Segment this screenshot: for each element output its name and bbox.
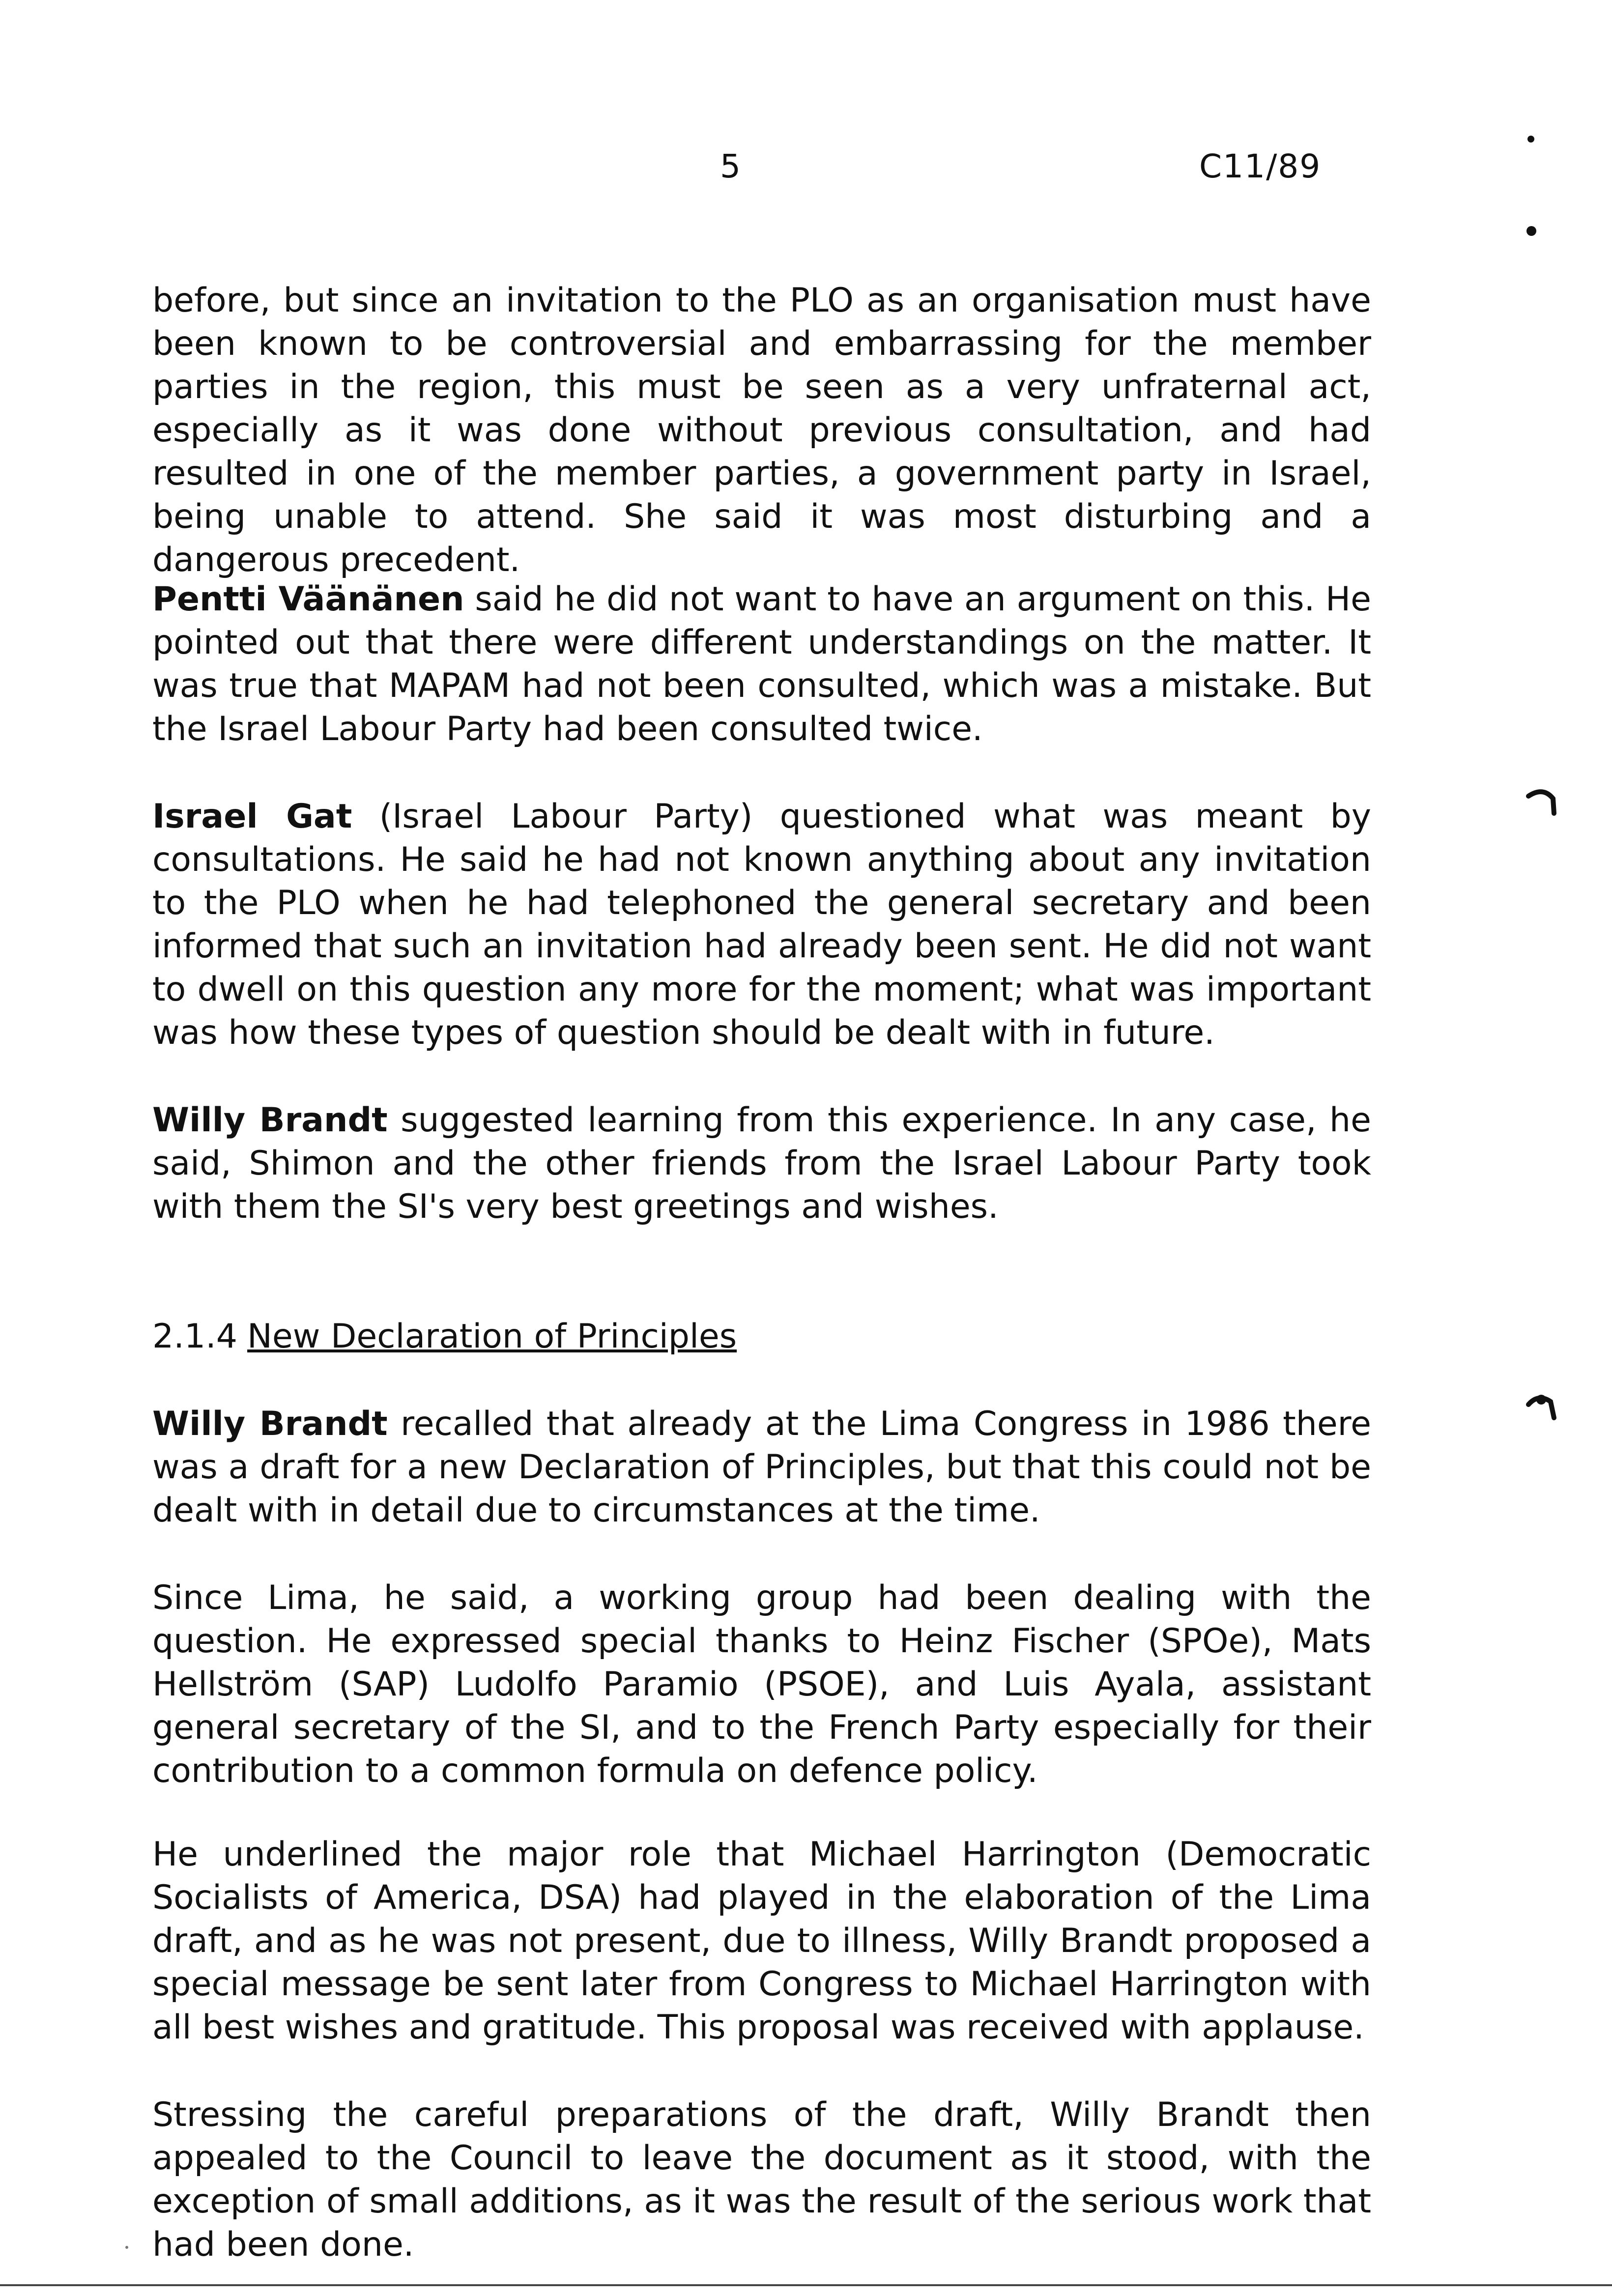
- section-heading: [152, 1315, 737, 1358]
- paragraph-1: [152, 279, 1371, 582]
- margin-dot-top: [1527, 136, 1534, 143]
- section-title: New Declaration of Principles: [247, 1317, 737, 1356]
- paragraph-4-text: suggested learning from this experience. In any case, he said, Shimon and the other friends from the Israel Labour Party took with them the SI's very best greetings and wishes.: [152, 1101, 1371, 1226]
- speaker-name: Willy Brandt: [152, 1101, 388, 1140]
- section-number: 2.1.4: [152, 1317, 238, 1356]
- margin-arc-mark-upper: [1524, 786, 1563, 826]
- paragraph-4: [152, 1099, 1371, 1229]
- paragraph-2-text: said he did not want to have an argument on this. He pointed out that there were different understandings on the matter. It was true that MAPAM had not been consulted, which was a mistake. But the Israel Labour Party had been consulted twice.: [152, 580, 1371, 748]
- speaker-name: Israel Gat: [152, 797, 352, 836]
- margin-dot-second: [1526, 226, 1536, 236]
- paragraph-3-text: (Israel Labour Party) questioned what was meant by consultations. He said he had not known anything about any invitation to the PLO when he had telephoned the general secretary and been informed that such an invitation had already been sent. He did not want to dwell on this question any more for the moment; what was important was how these types of question should be dealt with in future.: [152, 797, 1371, 1052]
- speaker-name: Pentti Väänänen: [152, 580, 464, 619]
- paragraph-3: [152, 795, 1371, 1055]
- paragraph-7-text: He underlined the major role that Michael Harrington (Democratic Socialists of America, DSA) had played in the elaboration of the Lima draft, and as he was not present, due to illness, Willy Brandt proposed a special message be sent later from Congress to Michael Harrington with all best wishes and gratitude. This proposal was received with applause.: [152, 1835, 1371, 2047]
- speaker-name: Willy Brandt: [152, 1405, 388, 1443]
- paragraph-6-text: Since Lima, he said, a working group had been dealing with the question. He expressed special thanks to Heinz Fischer (SPOe), Mats Hellström (SAP) Ludolfo Paramio (PSOE), and Luis Ayala, assistant general secretary of the SI, and to the French Party especially for their contribution to a common formula on defence policy.: [152, 1578, 1371, 1790]
- bottom-scan-edge: [0, 2284, 1612, 2286]
- paragraph-5-text: recalled that already at the Lima Congress in 1986 there was a draft for a new Declaration of Principles, but that this could not be dealt with in detail due to circumstances at the time.: [152, 1405, 1371, 1530]
- page-number: 5: [720, 147, 742, 185]
- paragraph-6: [152, 1577, 1371, 1793]
- margin-arc-mark-lower: [1524, 1391, 1563, 1430]
- document-reference: C11/89: [1199, 147, 1322, 185]
- faint-speck: [125, 2246, 128, 2249]
- paragraph-8-text: Stressing the careful preparations of the draft, Willy Brandt then appealed to the Council to leave the document as it stood, with the exception of small additions, as it was the result of the serious work that had been done.: [152, 2095, 1371, 2264]
- paragraph-1-text: before, but since an invitation to the PLO as an organisation must have been known to be controversial and embarrassing for the member parties in the region, this must be seen as a very unfraternal act, especially as it was done without previous consultation, and had resulted in one of the member parties, a government party in Israel, being unable to attend. She said it was most disturbing and a dangerous precedent.: [152, 281, 1371, 579]
- paragraph-7: [152, 1833, 1371, 2049]
- paragraph-8: [152, 2094, 1371, 2267]
- paragraph-2: [152, 578, 1371, 751]
- paragraph-5: [152, 1403, 1371, 1532]
